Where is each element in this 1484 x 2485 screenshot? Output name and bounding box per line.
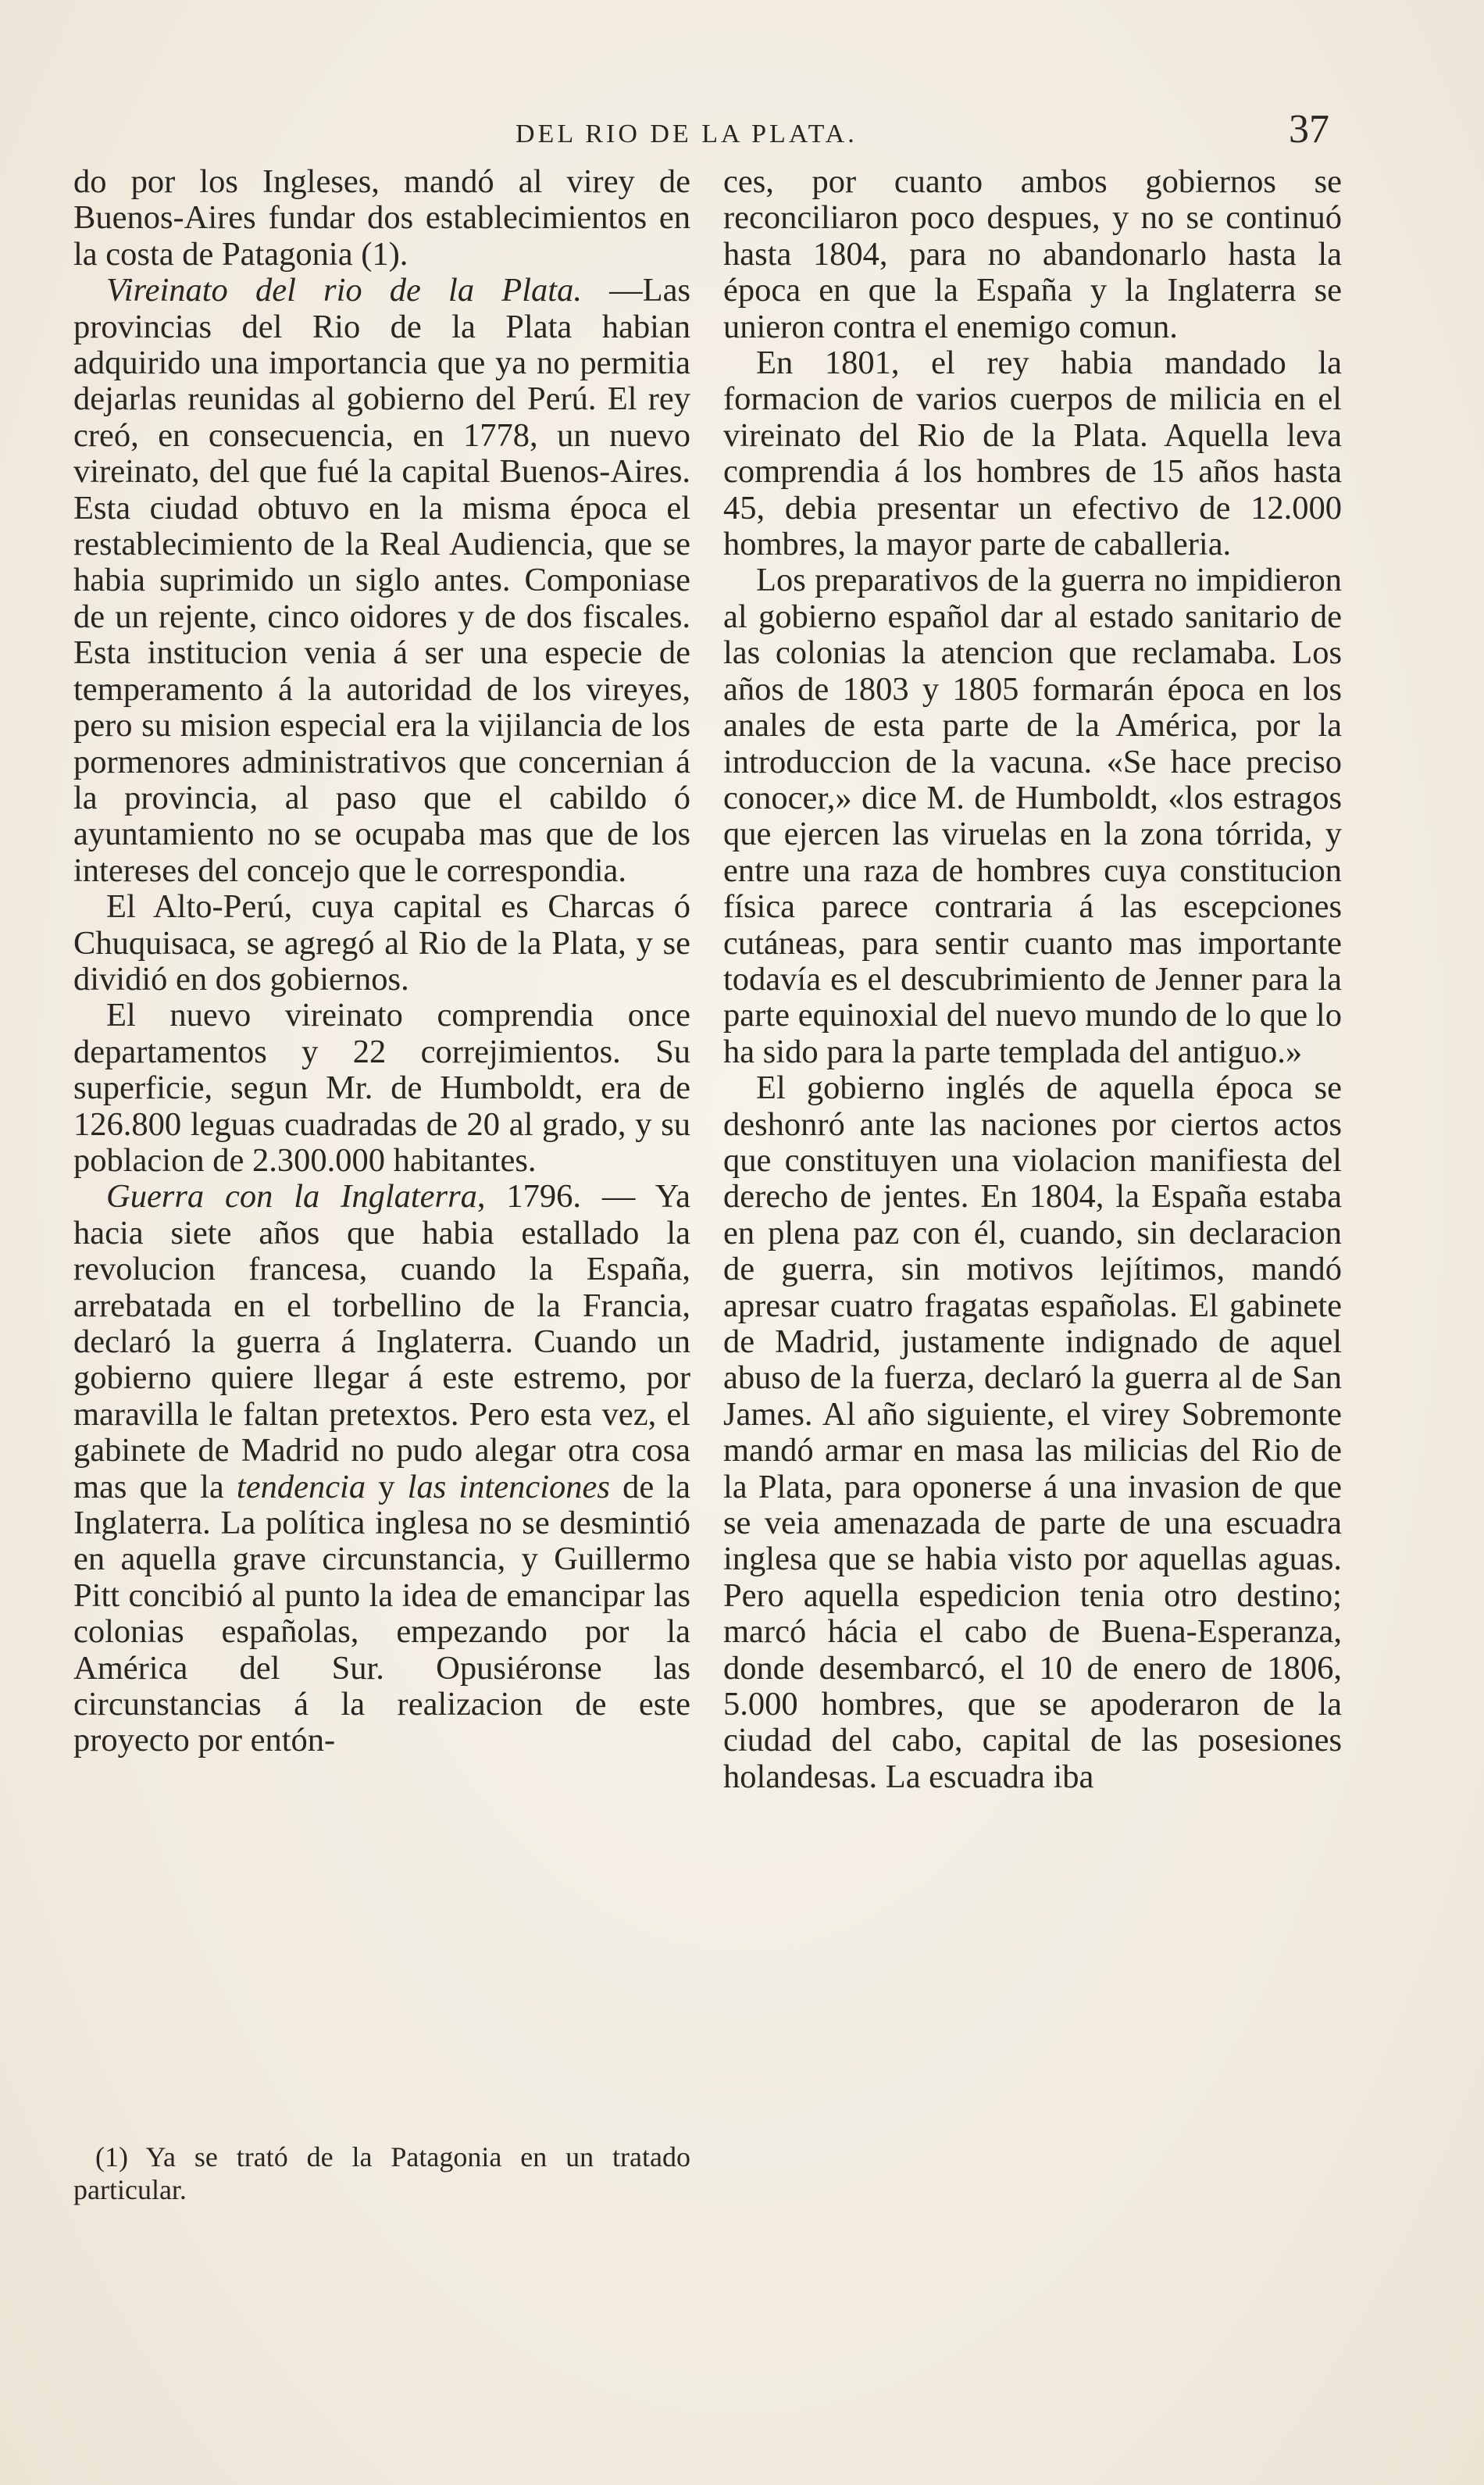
footnote <box>73 2140 690 2206</box>
paragraph-text: —Las provincias del Rio de la Plata habian adquirido una importancia que ya no permitia dejarlas reunidas al gobierno del Perú. El rey creó, en consecuencia, en 1778, un nuevo vireinato, del que fué la capital Buenos-Aires. Esta ciudad obtuvo en la misma época el restablecimiento de la Real Audiencia, que se habia suprimido un siglo antes. Componiase de un rejente, cinco oidores y de dos fiscales. Esta institucion venia á ser una especie de temperamento á la autoridad de los vireyes, pero su mision especial era la vijilancia de los pormenores administrativos que concernian á la provincia, al paso que el cabildo ó ayuntamiento no se ocupaba mas que de los intereses del concejo que le correspondia. <box>73 272 690 889</box>
running-title: DEL RIO DE LA PLATA. <box>515 120 858 148</box>
paragraph: ces, por cuanto ambos gobiernos se reconciliaron poco despues, y no se continuó hasta 1804, para no abandonarlo hasta la época en que la España y la Inglaterra se unieron contra el enemigo comun. <box>723 163 1342 345</box>
section-heading: Vireinato del rio de la Plata. <box>106 272 582 309</box>
section-year: , 1796. — <box>476 1178 636 1216</box>
paragraph-vireinato <box>73 273 690 889</box>
conjunction: y <box>366 1468 408 1505</box>
emphasis: tendencia <box>236 1468 366 1505</box>
paragraph-text: Ya hacia siete años que habia estallado la revolucion francesa, cuando la España, arrebatada en el torbellino de la Francia, declaró la guerra á Inglaterra. Cuando un gobierno quiere llegar á este estremo, por maravilla le faltan pretextos. Pero esta vez, el gabinete de Madrid no pudo alegar otra cosa mas que la <box>73 1178 690 1505</box>
page-number: 37 <box>1289 107 1329 152</box>
paragraph: Los preparativos de la guerra no impidieron al gobierno español dar al estado sanitario de las colonias la atencion que reclamaba. Los años de 1803 y 1805 formarán época en los anales de esta parte de la América, por la introduccion de la vacuna. «Se hace preciso conocer,» dice M. de Humboldt, «los estragos que ejercen las viruelas en la zona tórrida, y entre una raza de hombres cuya constitucion física parece contraria á las escepciones cutáneas, para sentir cuanto mas importante todavía es el descubrimiento de Jenner para la parte equinoxial del nuevo mundo de lo que lo ha sido para la parte templada del antiguo.» <box>723 562 1342 1070</box>
paragraph: El gobierno inglés de aquella época se deshonró ante las naciones por ciertos actos que constituyen una violacion manifiesta del derecho de jentes. En 1804, la España estaba en plena paz con él, cuando, sin declaracion de guerra, sin motivos lejítimos, mandó apresar cuatro fragatas españolas. El gabinete de Madrid, justamente indignado de aquel abuso de la fuerza, declaró la guerra al de San James. Al año siguiente, el virey Sobremonte mandó armar en masa las milicias del Rio de la Plata, para oponerse á una invasion de que se veia amenazada de parte de una escuadra inglesa que se habia visto por aquellas aguas. Pero aquella espedicion tenia otro destino; marcó hácia el cabo de Buena-Esperanza, donde desembarcó, el 10 de enero de 1806, 5.000 hombres, que se apoderaron de la ciudad del cabo, capital de las posesiones holandesas. La escuadra iba <box>723 1069 1342 1795</box>
paragraph-guerra <box>73 1179 690 1759</box>
paragraph-text: de la Inglaterra. La política inglesa no se desmintió en aquella grave circunstancia, y Guillermo Pitt concibió al punto la idea de emancipar las colonias españolas, empezando por la América del Sur. Opusiéronse las circunstancias á la realizacion de este proyecto por entón- <box>73 1468 691 1759</box>
paragraph: El nuevo vireinato comprendia once departamentos y 22 correjimientos. Su superficie, segun Mr. de Humboldt, era de 126.800 leguas cuadradas de 20 al grado, y su poblacion de 2.300.000 habitantes. <box>73 997 690 1179</box>
paragraph: En 1801, el rey habia mandado la formacion de varios cuerpos de milicia en el vireinato del Rio de la Plata. Aquella leva comprendia á los hombres de 15 años hasta 45, debia presentar un efectivo de 12.000 hombres, la mayor parte de caballeria. <box>723 345 1342 563</box>
paragraph: El Alto-Perú, cuya capital es Charcas ó Chuquisaca, se agregó al Rio de la Plata, y se dividió en dos gobiernos. <box>73 888 690 998</box>
left-column <box>73 164 690 1759</box>
footnote-text: (1) Ya se trató de la Patagonia en un tratado particular. <box>73 2141 690 2205</box>
right-column <box>723 164 1342 1795</box>
paragraph: do por los Ingleses, mandó al virey de Buenos-Aires fundar dos establecimientos en la costa de Patagonia (1). <box>73 163 690 273</box>
section-heading: Guerra con la Inglaterra <box>106 1178 477 1216</box>
emphasis: las intenciones <box>407 1468 610 1505</box>
page-header <box>0 107 1484 158</box>
